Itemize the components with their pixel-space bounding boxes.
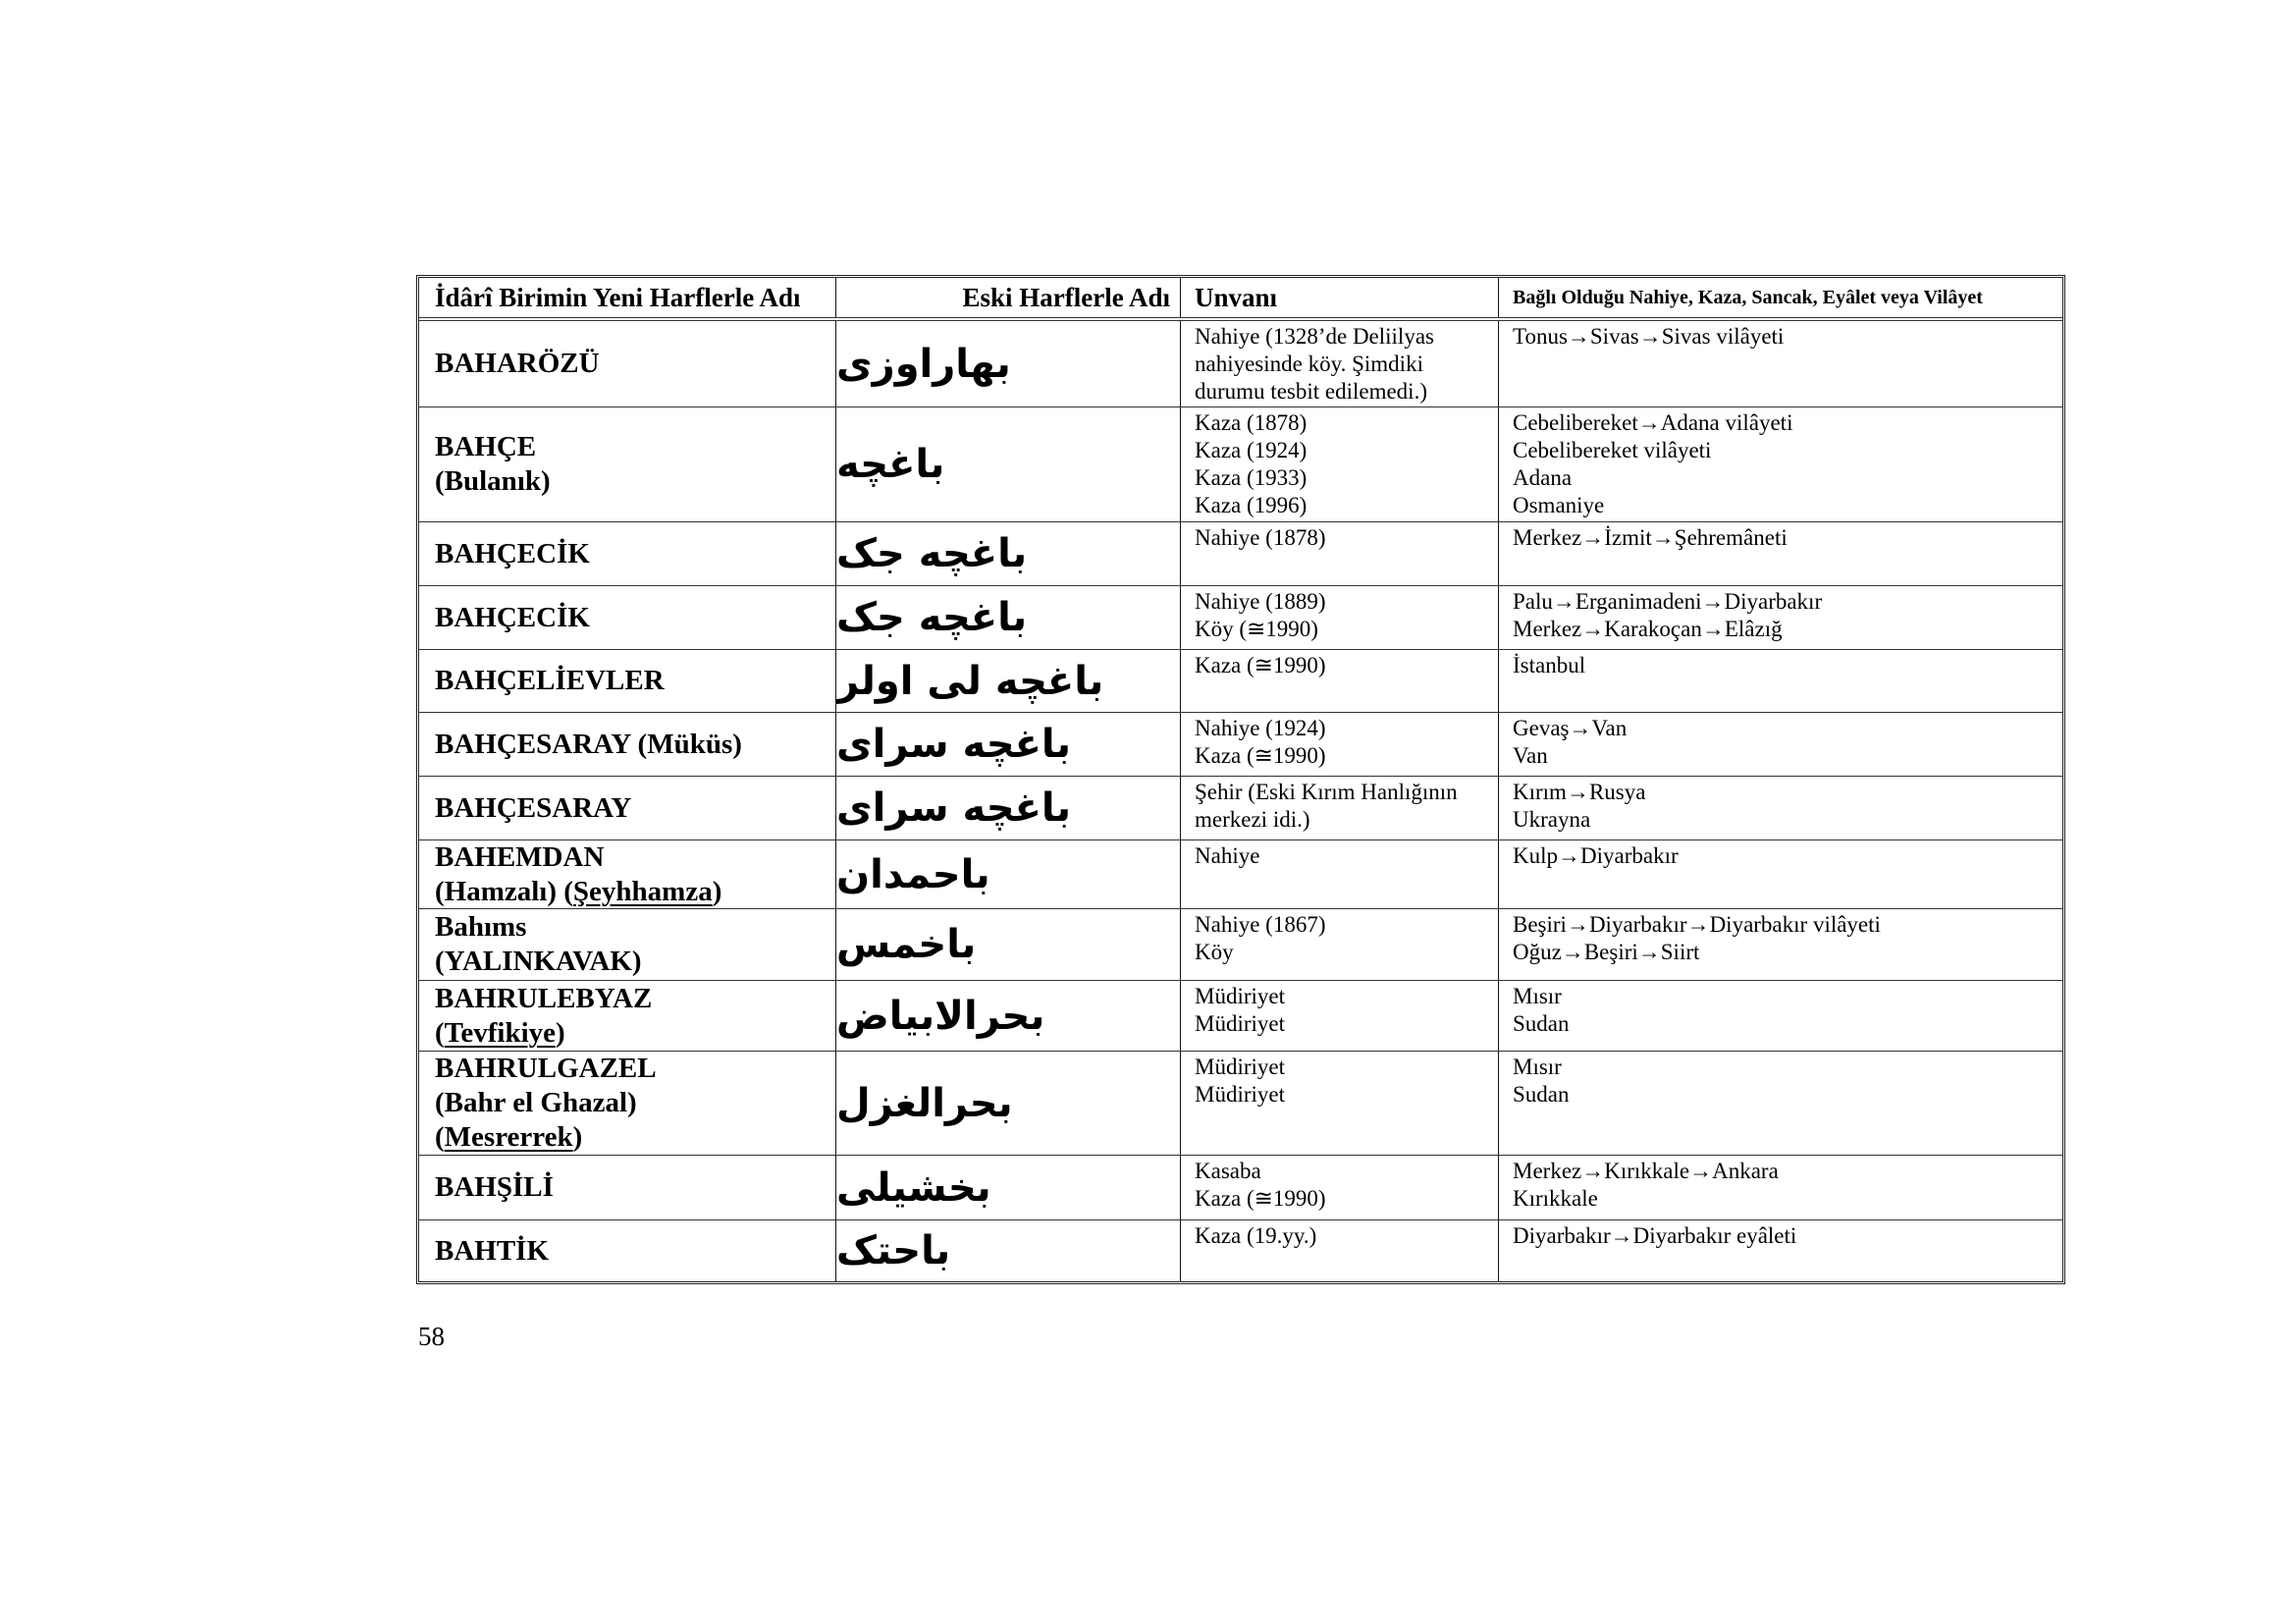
alt-name-prefix: ( [435, 1121, 445, 1153]
affiliation-line: Merkez→İzmit→Şehremâneti [1513, 525, 1788, 550]
table-row [419, 522, 2062, 586]
header-affiliation: Bağlı Olduğu Nahiye, Kaza, Sancak, Eyâlet veya Vilâyet [1513, 286, 1983, 308]
new-name-line: BAHARÖZÜ [435, 348, 600, 379]
affiliation-line: Tonus→Sivas→Sivas vilâyeti [1513, 324, 1785, 349]
new-name-line: BAHÇESARAY (Müküs) [435, 728, 742, 760]
affiliation-line: Palu→Erganimadeni→Diyarbakır [1513, 589, 1823, 614]
affiliation-line: Sudan [1513, 1082, 1570, 1107]
title-line: durumu tesbit edilemedi.) [1195, 379, 1427, 404]
affiliation-cell [1499, 777, 2062, 839]
old-script-name-cell: باحمدان [836, 840, 1181, 908]
title-line: Kaza (1996) [1195, 493, 1308, 517]
title-cell [1181, 407, 1499, 521]
header-new-name: İdârî Birimin Yeni Harflerle Adı [419, 278, 836, 317]
header-old-name: Eski Harflerle Adı [836, 278, 1181, 317]
title-cell [1181, 713, 1499, 776]
title-cell [1181, 1052, 1499, 1155]
new-name-line: BAHÇECİK [435, 601, 590, 633]
alt-name-underlined: Şeyhhamza [572, 875, 713, 907]
table-body [419, 321, 2062, 1281]
table-row [419, 840, 2062, 909]
old-script-name-cell: باحتک [836, 1220, 1181, 1281]
new-name-line: BAHRULEBYAZ [435, 982, 653, 1014]
title-line: Nahiye (1878) [1195, 525, 1326, 550]
affiliation-line: Mısır [1513, 984, 1562, 1008]
affiliation-line: Ukrayna [1513, 807, 1591, 832]
new-name-cell [419, 713, 836, 776]
affiliation-cell [1499, 1156, 2062, 1219]
title-cell [1181, 981, 1499, 1051]
table-header-row [419, 278, 2062, 321]
new-name-line: BAHÇELİEVLER [435, 665, 665, 696]
alt-name-underlined: Mesrerrek [444, 1121, 573, 1153]
new-name-cell [419, 1052, 836, 1155]
alt-name-line [435, 1120, 835, 1155]
administrative-units-table [416, 275, 2065, 1284]
title-line: Nahiye (1924) [1195, 716, 1326, 740]
affiliation-cell [1499, 1052, 2062, 1155]
affiliation-line: Cebelibereket vilâyeti [1513, 438, 1712, 462]
title-line: Müdiriyet [1195, 1055, 1285, 1079]
new-name-line: Bahıms [435, 911, 527, 943]
old-script-name-cell: باغچه سراى [836, 713, 1181, 776]
old-script-name-cell: بهاراوزى [836, 321, 1181, 406]
affiliation-line: Beşiri→Diyarbakır→Diyarbakır vilâyeti [1513, 912, 1881, 937]
title-line: Nahiye [1195, 843, 1260, 868]
title-line: Köy [1195, 940, 1234, 964]
header-title: Unvanı [1181, 278, 1499, 317]
old-script-name-cell: بحرالغزل [836, 1052, 1181, 1155]
affiliation-line: Cebelibereket→Adana vilâyeti [1513, 410, 1793, 435]
title-line: Müdiriyet [1195, 1082, 1285, 1107]
new-name-line: BAHŞİLİ [435, 1171, 554, 1203]
page-number: 58 [418, 1322, 445, 1351]
new-name-cell [419, 981, 836, 1051]
alt-name-line [435, 875, 835, 909]
alt-name-suffix: ) [556, 1016, 565, 1049]
new-name-line: BAHEMDAN [435, 840, 605, 873]
affiliation-line: Kulp→Diyarbakır [1513, 843, 1679, 868]
table-row [419, 909, 2062, 981]
table-row [419, 713, 2062, 777]
affiliation-line: Kırıkkale [1513, 1186, 1598, 1211]
new-name-cell [419, 840, 836, 908]
old-script-name-cell: باغچه جک [836, 586, 1181, 649]
old-script-name-cell: باغچه جک [836, 522, 1181, 585]
old-script-name-cell: باغچه سراى [836, 777, 1181, 839]
title-line: Kasaba [1195, 1159, 1261, 1183]
new-name-cell [419, 407, 836, 521]
alt-name-suffix: ) [572, 1121, 583, 1153]
affiliation-cell [1499, 909, 2062, 980]
affiliation-cell [1499, 321, 2062, 406]
new-name-line: BAHÇE [435, 431, 537, 462]
table-row [419, 777, 2062, 840]
table-row [419, 650, 2062, 713]
title-line: Köy (≅1990) [1195, 617, 1318, 641]
affiliation-line: Adana [1513, 465, 1573, 490]
affiliation-line: Mısır [1513, 1055, 1562, 1079]
table-row [419, 1156, 2062, 1220]
alt-name-suffix: ) [712, 875, 722, 907]
old-script-name-cell: بخشيلى [836, 1156, 1181, 1219]
new-name-line: BAHTİK [435, 1234, 550, 1267]
title-cell [1181, 840, 1499, 908]
new-name-line: BAHÇESARAY [435, 791, 632, 824]
new-name-line: (Bulanık) [435, 465, 551, 497]
old-script-name-cell: باغچه [836, 407, 1181, 521]
title-line: Müdiriyet [1195, 1011, 1285, 1036]
title-cell [1181, 1220, 1499, 1281]
title-cell [1181, 650, 1499, 712]
title-cell [1181, 1156, 1499, 1219]
new-name-cell [419, 650, 836, 712]
affiliation-line: Gevaş→Van [1513, 716, 1628, 740]
title-cell [1181, 909, 1499, 980]
affiliation-line: Oğuz→Beşiri→Siirt [1513, 940, 1700, 964]
old-script-name-cell: بحرالابياض [836, 981, 1181, 1051]
old-script-name-cell: باخمس [836, 909, 1181, 980]
title-line: Nahiye (1328’de Deliilyas [1195, 324, 1434, 349]
title-line: Şehir (Eski Kırım Hanlığının [1195, 780, 1458, 804]
title-line: Müdiriyet [1195, 984, 1285, 1008]
title-line: Kaza (≅1990) [1195, 653, 1326, 677]
title-cell [1181, 321, 1499, 406]
title-cell [1181, 777, 1499, 839]
title-line: Nahiye (1867) [1195, 912, 1326, 937]
table-row [419, 586, 2062, 650]
alt-name-line [435, 1016, 835, 1051]
table-row [419, 1220, 2062, 1281]
title-line: Kaza (≅1990) [1195, 1186, 1326, 1211]
alt-name-underlined: Tevfikiye [444, 1016, 556, 1049]
old-script-name-cell: باغچه لى اولر [836, 650, 1181, 712]
title-cell [1181, 522, 1499, 585]
title-cell [1181, 586, 1499, 649]
affiliation-cell [1499, 840, 2062, 908]
affiliation-line: Osmaniye [1513, 493, 1605, 517]
new-name-cell [419, 777, 836, 839]
title-line: merkezi idi.) [1195, 807, 1310, 832]
table-row [419, 1052, 2062, 1156]
title-line: Kaza (1878) [1195, 410, 1308, 435]
new-name-cell [419, 321, 836, 406]
new-name-cell [419, 586, 836, 649]
affiliation-line: Sudan [1513, 1011, 1570, 1036]
new-name-line: BAHRULGAZEL [435, 1053, 657, 1084]
new-name-cell [419, 1156, 836, 1219]
affiliation-cell [1499, 1220, 2062, 1281]
new-name-line: (YALINKAVAK) [435, 946, 642, 977]
title-line: Nahiye (1889) [1195, 589, 1326, 614]
affiliation-cell [1499, 650, 2062, 712]
new-name-cell [419, 909, 836, 980]
new-name-cell [419, 522, 836, 585]
title-line: Kaza (1924) [1195, 438, 1308, 462]
affiliation-line: Kırım→Rusya [1513, 780, 1646, 804]
affiliation-line: Diyarbakır→Diyarbakır eyâleti [1513, 1223, 1797, 1248]
table-row [419, 407, 2062, 522]
title-line: nahiyesinde köy. Şimdiki [1195, 352, 1423, 376]
alt-name-prefix: (Hamzalı) ( [435, 875, 573, 907]
title-line: Kaza (19.yy.) [1195, 1223, 1317, 1248]
affiliation-line: İstanbul [1513, 653, 1586, 677]
table-row [419, 981, 2062, 1052]
affiliation-cell [1499, 586, 2062, 649]
title-line: Kaza (1933) [1195, 465, 1308, 490]
table-row [419, 321, 2062, 407]
affiliation-cell [1499, 981, 2062, 1051]
affiliation-line: Merkez→Kırıkkale→Ankara [1513, 1159, 1779, 1183]
new-name-line: (Bahr el Ghazal) [435, 1087, 637, 1118]
affiliation-line: Merkez→Karakoçan→Elâzığ [1513, 617, 1783, 641]
alt-name-prefix: ( [435, 1016, 445, 1049]
title-line: Kaza (≅1990) [1195, 743, 1326, 768]
affiliation-cell [1499, 522, 2062, 585]
affiliation-cell [1499, 407, 2062, 521]
new-name-cell [419, 1220, 836, 1281]
affiliation-cell [1499, 713, 2062, 776]
new-name-line: BAHÇECİK [435, 537, 590, 569]
affiliation-line: Van [1513, 743, 1548, 768]
